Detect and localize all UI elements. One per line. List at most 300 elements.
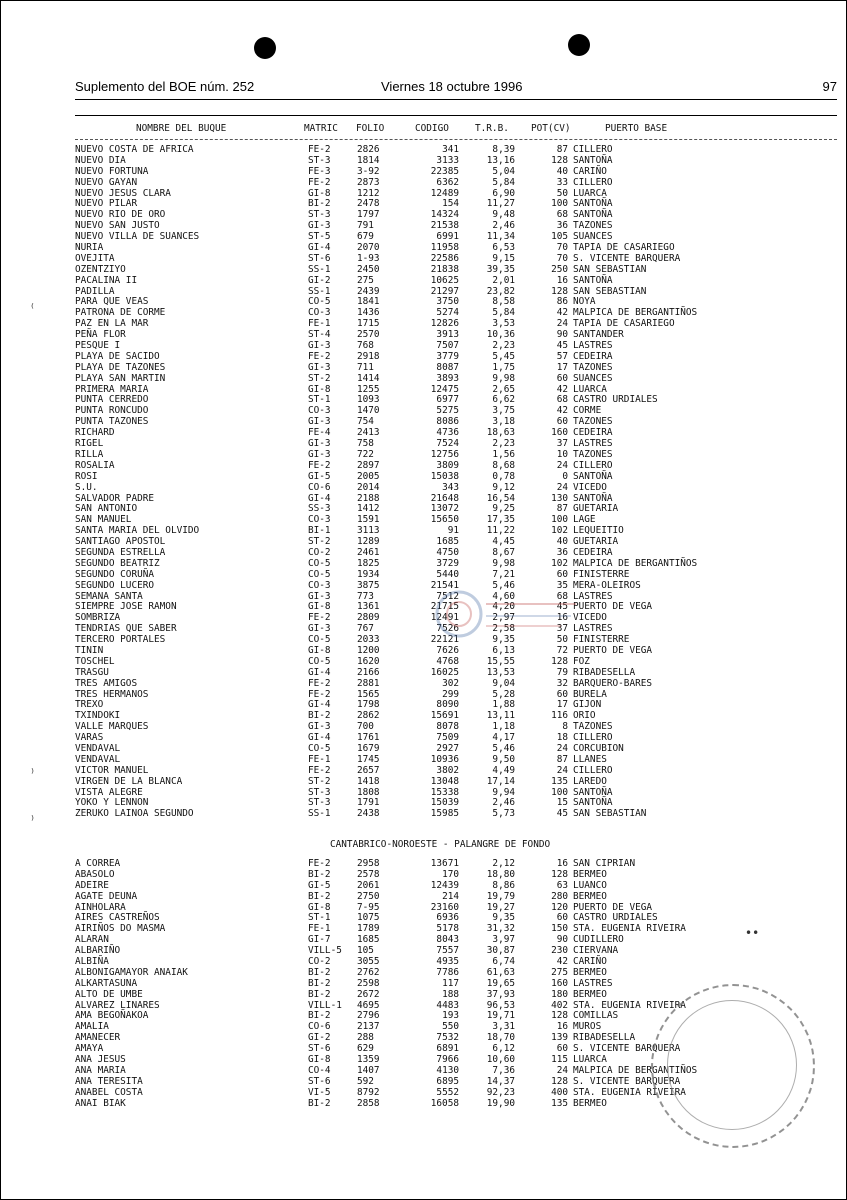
matric: BI-2 [308, 710, 331, 722]
column-header-port: PUERTO BASE [605, 123, 668, 134]
pot: 100 [551, 786, 568, 798]
codigo: 7532 [436, 1032, 459, 1044]
puerto-base: SANTOÑA [573, 274, 613, 286]
pot: 60 [556, 416, 568, 428]
folio: 2439 [357, 285, 380, 297]
table-row [1, 623, 846, 634]
puerto-base: MALPICA DE BERGANTIÑOS [573, 307, 698, 319]
trb: 4,20 [492, 601, 515, 613]
table-row [1, 253, 846, 264]
trb: 9,94 [492, 786, 515, 798]
matric: ST-4 [308, 329, 331, 341]
folio: 2137 [357, 1021, 380, 1033]
pot: 45 [556, 601, 568, 613]
table-row [1, 405, 846, 416]
codigo: 13671 [430, 858, 459, 869]
table-row [1, 923, 846, 934]
matric: CO-6 [308, 481, 331, 493]
matric: CO-5 [308, 634, 331, 646]
table-row [1, 591, 846, 602]
codigo: 5274 [436, 307, 459, 319]
folio: 2188 [357, 492, 380, 504]
codigo: 2927 [436, 742, 459, 754]
column-header-trb: T.R.B. [475, 123, 509, 134]
matric: GI-2 [308, 1032, 331, 1044]
pot: 16 [556, 858, 568, 869]
column-header-pot: POT(CV) [531, 123, 571, 134]
vessel-name: TRES HERMANOS [75, 688, 149, 700]
table-row [1, 394, 846, 405]
matric: GI-8 [308, 644, 331, 656]
trb: 6,74 [492, 956, 515, 968]
trb: 7,36 [492, 1064, 515, 1076]
puerto-base: S. VICENTE BARQUERA [573, 1075, 681, 1087]
codigo: 4768 [436, 655, 459, 667]
puerto-base: GUETARIA [573, 503, 619, 515]
codigo: 214 [442, 890, 459, 902]
vessel-name: ANAI BIAK [75, 1097, 126, 1109]
pot: 68 [556, 394, 568, 406]
trb: 92,23 [486, 1086, 515, 1098]
pot: 128 [551, 1075, 568, 1087]
folio: 1685 [357, 934, 380, 946]
puerto-base: LUARCA [573, 187, 607, 199]
matric: ST-5 [308, 231, 331, 243]
codigo: 299 [442, 688, 459, 700]
pot: 50 [556, 634, 568, 646]
folio: 2438 [357, 808, 380, 820]
matric: GI-4 [308, 242, 331, 254]
pot: 15 [556, 797, 568, 809]
pot: 79 [556, 666, 568, 678]
table-row [1, 634, 846, 645]
table-row [1, 198, 846, 209]
table-row [1, 525, 846, 536]
trb: 1,18 [492, 721, 515, 733]
matric: ST-1 [308, 394, 331, 406]
puerto-base: TAZONES [573, 416, 613, 428]
table-row [1, 558, 846, 569]
matric: BI-2 [308, 966, 331, 978]
folio: 2862 [357, 710, 380, 722]
puerto-base: CUDILLERO [573, 934, 624, 946]
puerto-base: CILLERO [573, 459, 613, 471]
matric: SS-1 [308, 263, 331, 275]
codigo: 7509 [436, 732, 459, 744]
publication-date: Viernes 18 octubre 1996 [381, 79, 523, 94]
vessel-name: ALBARIÑO [75, 945, 121, 957]
pot: 400 [551, 1086, 568, 1098]
puerto-base: TAZONES [573, 361, 613, 373]
pot: 128 [551, 655, 568, 667]
vessel-name: AMALIA [75, 1021, 109, 1033]
folio: 1745 [357, 753, 380, 765]
matric: ST-3 [308, 786, 331, 798]
matric: GI-3 [308, 361, 331, 373]
scan-mark: ⁾ [31, 813, 34, 827]
pot: 18 [556, 732, 568, 744]
folio: 773 [357, 590, 374, 602]
table-row [1, 242, 846, 253]
puerto-base: BARQUERO-BARES [573, 677, 653, 689]
folio: 1620 [357, 655, 380, 667]
pot: 130 [551, 492, 568, 504]
puerto-base: CASTRO URDIALES [573, 912, 658, 924]
puerto-base: FOZ [573, 655, 590, 667]
codigo: 7524 [436, 438, 459, 450]
vessel-name: ROSI [75, 470, 98, 482]
pot: 72 [556, 644, 568, 656]
puerto-base: LASTRES [573, 590, 613, 602]
codigo: 16025 [430, 666, 459, 678]
table-row [1, 514, 846, 525]
folio: 1200 [357, 644, 380, 656]
puerto-base: LAGE [573, 514, 596, 526]
puerto-base: TAZONES [573, 448, 613, 460]
matric: CO-5 [308, 296, 331, 308]
trb: 6,53 [492, 242, 515, 254]
trb: 9,50 [492, 753, 515, 765]
trb: 30,87 [486, 945, 515, 957]
folio: 1075 [357, 912, 380, 924]
pot: 100 [551, 514, 568, 526]
trb: 1,75 [492, 361, 515, 373]
trb: 19,65 [486, 977, 515, 989]
vessel-name: ZERUKO LAINOA SEGUNDO [75, 808, 194, 820]
matric: BI-2 [308, 1010, 331, 1022]
puerto-base: CORME [573, 405, 602, 417]
vessel-name: RILLA [75, 448, 104, 460]
codigo: 193 [442, 1010, 459, 1022]
pot: 250 [551, 263, 568, 275]
pot: 37 [556, 438, 568, 450]
matric: BI-2 [308, 1097, 331, 1109]
table-row [1, 503, 846, 514]
vessel-name: PAZ EN LA MAR [75, 318, 149, 330]
pot: 24 [556, 318, 568, 330]
folio: 3055 [357, 956, 380, 968]
vessel-table [1, 144, 846, 819]
vessel-name: PLAYA DE SACIDO [75, 350, 160, 362]
folio: 2750 [357, 890, 380, 902]
folio: 2762 [357, 966, 380, 978]
folio: 700 [357, 721, 374, 733]
vessel-name: TREXO [75, 699, 104, 711]
pot: 100 [551, 198, 568, 210]
pot: 10 [556, 448, 568, 460]
codigo: 7507 [436, 340, 459, 352]
vessel-name: SANTA MARIA DEL OLVIDO [75, 525, 200, 537]
puerto-base: LASTRES [573, 623, 613, 635]
pot: 60 [556, 372, 568, 384]
folio: 768 [357, 340, 374, 352]
puerto-base: TAZONES [573, 721, 613, 733]
folio: 8792 [357, 1086, 380, 1098]
table-row [1, 471, 846, 482]
folio: 2413 [357, 427, 380, 439]
trb: 15,55 [486, 655, 515, 667]
matric: GI-3 [308, 340, 331, 352]
matric: FE-2 [308, 350, 331, 362]
pot: 70 [556, 242, 568, 254]
codigo: 15039 [430, 797, 459, 809]
pot: 150 [551, 923, 568, 935]
puerto-base: CARIÑO [573, 165, 607, 177]
table-row [1, 721, 846, 732]
puerto-base: BERMEO [573, 868, 607, 880]
trb: 8,39 [492, 144, 515, 155]
puerto-base: SUANCES [573, 372, 613, 384]
table-row [1, 177, 846, 188]
folio: 2166 [357, 666, 380, 678]
codigo: 550 [442, 1021, 459, 1033]
matric: CO-3 [308, 579, 331, 591]
puerto-base: BURELA [573, 688, 607, 700]
codigo: 8087 [436, 361, 459, 373]
pot: 24 [556, 1064, 568, 1076]
trb: 18,70 [486, 1032, 515, 1044]
codigo: 12475 [430, 383, 459, 395]
folio: 3-92 [357, 165, 380, 177]
trb: 6,13 [492, 644, 515, 656]
folio: 711 [357, 361, 374, 373]
table-row [1, 699, 846, 710]
pot: 115 [551, 1054, 568, 1066]
pot: 57 [556, 350, 568, 362]
puerto-base: LAREDO [573, 775, 607, 787]
pot: 116 [551, 710, 568, 722]
vessel-name: SEGUNDO CORUÑA [75, 568, 155, 580]
matric: FE-2 [308, 176, 331, 188]
codigo: 21648 [430, 492, 459, 504]
folio: 2881 [357, 677, 380, 689]
codigo: 3133 [436, 154, 459, 166]
codigo: 8043 [436, 934, 459, 946]
pot: 24 [556, 481, 568, 493]
puerto-base: SANTOÑA [573, 786, 613, 798]
matric: GI-8 [308, 187, 331, 199]
trb: 3,97 [492, 934, 515, 946]
watermark-logo [431, 584, 581, 644]
codigo: 7526 [436, 623, 459, 635]
folio: 2461 [357, 546, 380, 558]
folio: 2450 [357, 263, 380, 275]
codigo: 117 [442, 977, 459, 989]
codigo: 3802 [436, 764, 459, 776]
matric: FE-2 [308, 144, 331, 155]
column-header-codigo: CODIGO [415, 123, 449, 134]
table-row [1, 318, 846, 329]
pot: 90 [556, 329, 568, 341]
vessel-name: NUEVO SAN JUSTO [75, 220, 160, 232]
pot: 45 [556, 340, 568, 352]
trb: 13,11 [486, 710, 515, 722]
vessel-name: TOSCHEL [75, 655, 115, 667]
pot: 135 [551, 1097, 568, 1109]
puerto-base: LASTRES [573, 438, 613, 450]
codigo: 12826 [430, 318, 459, 330]
folio: 1361 [357, 601, 380, 613]
table-row [1, 689, 846, 700]
codigo: 6977 [436, 394, 459, 406]
table-row [1, 645, 846, 656]
trb: 18,80 [486, 868, 515, 880]
vessel-name: NUEVO PILAR [75, 198, 138, 210]
pot: 24 [556, 742, 568, 754]
pot: 17 [556, 699, 568, 711]
matric: CO-5 [308, 557, 331, 569]
codigo: 12491 [430, 612, 459, 624]
vessel-name: RIGEL [75, 438, 104, 450]
matric: ST-3 [308, 209, 331, 221]
codigo: 4935 [436, 956, 459, 968]
pot: 139 [551, 1032, 568, 1044]
scan-mark: ⁽ [31, 301, 34, 315]
folio: 1407 [357, 1064, 380, 1076]
matric: GI-8 [308, 601, 331, 613]
column-header-matric: MATRIC [304, 123, 338, 134]
vessel-name: VICTOR MANUEL [75, 764, 149, 776]
pot: 33 [556, 176, 568, 188]
table-row [1, 765, 846, 776]
trb: 39,35 [486, 263, 515, 275]
codigo: 21538 [430, 220, 459, 232]
table-row [1, 384, 846, 395]
table-row [1, 880, 846, 891]
codigo: 4736 [436, 427, 459, 439]
folio: 1789 [357, 923, 380, 935]
vessel-name: ABASOLO [75, 868, 115, 880]
trb: 19,79 [486, 890, 515, 902]
codigo: 188 [442, 988, 459, 1000]
trb: 2,23 [492, 438, 515, 450]
matric: CO-3 [308, 514, 331, 526]
pot: 128 [551, 285, 568, 297]
vessel-name: PUNTA TAZONES [75, 416, 149, 428]
puerto-base: RIBADESELLA [573, 666, 636, 678]
pot: 42 [556, 307, 568, 319]
codigo: 91 [447, 525, 459, 537]
vessel-name: ANA MARIA [75, 1064, 126, 1076]
vessel-name: SOMBRIZA [75, 612, 121, 624]
trb: 14,37 [486, 1075, 515, 1087]
vessel-name: PATRONA DE CORME [75, 307, 166, 319]
codigo: 23160 [430, 901, 459, 913]
table-row [1, 569, 846, 580]
scan-mark: •• [745, 926, 760, 940]
table-row [1, 580, 846, 591]
pot: 102 [551, 525, 568, 537]
puerto-base: STA. EUGENIA RIVEIRA [573, 1086, 686, 1098]
matric: CO-3 [308, 307, 331, 319]
table-row [1, 858, 846, 869]
vessel-name: NUEVO JESUS CLARA [75, 187, 171, 199]
codigo: 4483 [436, 999, 459, 1011]
vessel-name: ADEIRE [75, 879, 109, 891]
vessel-name: AIRIÑOS DO MASMA [75, 923, 166, 935]
puerto-base: S. VICENTE BARQUERA [573, 1043, 681, 1055]
pot: 40 [556, 165, 568, 177]
trb: 4,45 [492, 536, 515, 548]
folio: 1565 [357, 688, 380, 700]
codigo: 10936 [430, 753, 459, 765]
puerto-base: GUETARIA [573, 536, 619, 548]
table-row [1, 340, 846, 351]
vessel-name: OZENTZIYO [75, 263, 126, 275]
table-row [1, 307, 846, 318]
folio: 2958 [357, 858, 380, 869]
trb: 6,90 [492, 187, 515, 199]
trb: 31,32 [486, 923, 515, 935]
vessel-name: OVEJITA [75, 252, 115, 264]
codigo: 302 [442, 677, 459, 689]
matric: CO-2 [308, 956, 331, 968]
pot: 86 [556, 296, 568, 308]
folio: 1414 [357, 372, 380, 384]
trb: 9,35 [492, 912, 515, 924]
folio: 679 [357, 231, 374, 243]
folio: 4695 [357, 999, 380, 1011]
trb: 19,27 [486, 901, 515, 913]
matric: GI-4 [308, 699, 331, 711]
codigo: 22385 [430, 165, 459, 177]
codigo: 12439 [430, 879, 459, 891]
codigo: 8078 [436, 721, 459, 733]
vessel-name: ALVAREZ LINARES [75, 999, 160, 1011]
puerto-base: BERMEO [573, 966, 607, 978]
codigo: 7626 [436, 644, 459, 656]
matric: GI-4 [308, 666, 331, 678]
matric: BI-2 [308, 198, 331, 210]
vessel-name: TENDRIAS QUE SABER [75, 623, 177, 635]
trb: 13,53 [486, 666, 515, 678]
trb: 5,45 [492, 350, 515, 362]
matric: FE-2 [308, 612, 331, 624]
trb: 1,88 [492, 699, 515, 711]
section-title: CANTABRICO-NOROESTE - PALANGRE DE FONDO [330, 839, 551, 850]
codigo: 6991 [436, 231, 459, 243]
puerto-base: SANTOÑA [573, 470, 613, 482]
trb: 11,22 [486, 525, 515, 537]
matric: SS-1 [308, 808, 331, 820]
folio: 2672 [357, 988, 380, 1000]
folio: 7-95 [357, 901, 380, 913]
table-row [1, 710, 846, 721]
table-row [1, 891, 846, 902]
punch-hole [568, 34, 590, 56]
matric: CO-5 [308, 742, 331, 754]
codigo: 16058 [430, 1097, 459, 1109]
puerto-base: CILLERO [573, 732, 613, 744]
vessel-name: ALBIÑA [75, 956, 109, 968]
puerto-base: LUARCA [573, 1054, 607, 1066]
trb: 8,58 [492, 296, 515, 308]
codigo: 3779 [436, 350, 459, 362]
codigo: 7786 [436, 966, 459, 978]
folio: 1255 [357, 383, 380, 395]
codigo: 21838 [430, 263, 459, 275]
vessel-name: SALVADOR PADRE [75, 492, 155, 504]
codigo: 154 [442, 198, 459, 210]
codigo: 5552 [436, 1086, 459, 1098]
vessel-name: TXINDOKI [75, 710, 121, 722]
puerto-base: STA. EUGENIA RIVEIRA [573, 999, 686, 1011]
vessel-name: PLAYA SAN MARTIN [75, 372, 166, 384]
puerto-base: LASTRES [573, 977, 613, 989]
vessel-name: PADILLA [75, 285, 115, 297]
table-row [1, 188, 846, 199]
folio: 1212 [357, 187, 380, 199]
